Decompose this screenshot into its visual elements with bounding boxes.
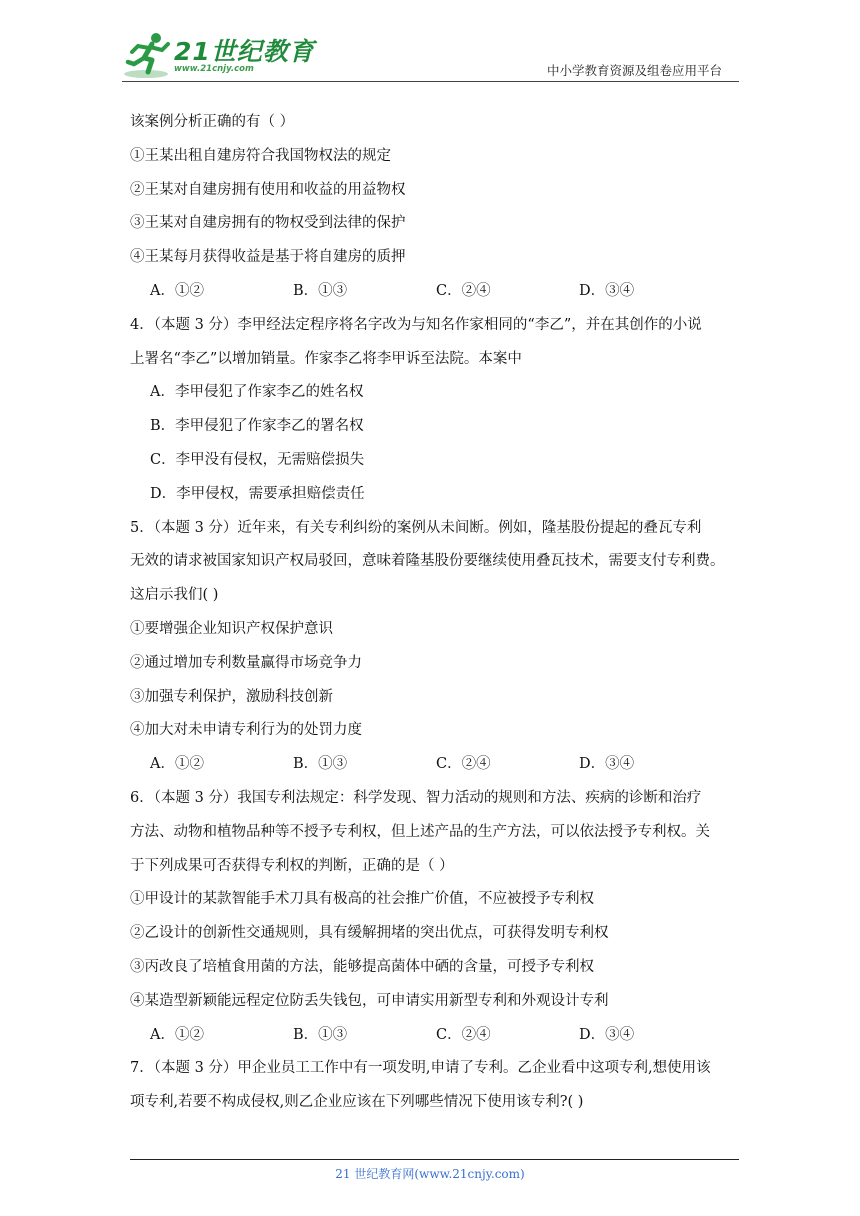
logo [122, 30, 315, 82]
q3-choice-d: D．③④ [579, 282, 635, 299]
logo-text: 21世纪教育 [174, 37, 315, 66]
q3-item-3: ③王某对自建房拥有的物权受到法律的保护 [130, 215, 406, 232]
q4-option-d: D．李甲侵权，需要承担赔偿责任 [150, 485, 365, 502]
footer-text[interactable]: 21 世纪教育网(www.21cnjy.com) [335, 1167, 525, 1181]
q6-item-1: ①甲设计的某款智能手术刀具有极高的社会推广价值，不应被授予专利权 [130, 891, 594, 908]
q6-stem-line-1: 6．（本题 3 分）我国专利法规定：科学发现、智力活动的规则和方法、疾病的诊断和治疗 [130, 789, 702, 806]
q3-stem: 该案例分析正确的有（ ） [130, 114, 295, 130]
page-header [0, 0, 860, 84]
q3-choices [130, 275, 742, 309]
q3-choice-a: A．①② [150, 282, 204, 299]
document-body [130, 106, 742, 1120]
q3-item-4: ④王某每月获得收益是基于将自建房的质押 [130, 249, 406, 266]
q4-option-a: A．李甲侵犯了作家李乙的姓名权 [150, 384, 364, 401]
q4-option-c: C．李甲没有侵权，无需赔偿损失 [150, 451, 365, 468]
q5-stem-line-2: 无效的请求被国家知识产权局驳回，意味着隆基股份要继续使用叠瓦技术，需要支付专利费。 [130, 553, 725, 570]
runner-logo-icon [122, 30, 178, 82]
q6-choice-c: C．②④ [436, 1026, 491, 1043]
q5-choice-a: A．①② [150, 756, 204, 773]
q6-stem-line-3: 于下列成果可否获得专利权的判断，正确的是（ ） [130, 857, 454, 874]
q7-stem-line-2: 项专利,若要不构成侵权,则乙企业应该在下列哪些情况下使用该专利?( ) [130, 1094, 584, 1111]
q6-choices [130, 1019, 742, 1053]
platform-name: 中小学教育资源及组卷应用平台 [546, 63, 722, 78]
q6-item-3: ③丙改良了培植食用菌的方法，能够提高菌体中硒的含量，可授予专利权 [130, 958, 594, 975]
footer-divider [130, 1159, 739, 1160]
q5-item-4: ④加大对未申请专利行为的处罚力度 [130, 722, 362, 739]
q7-stem-line-1: 7．（本题 3 分）甲企业员工工作中有一项发明,申请了专利。乙企业看中这项专利,想使用该 [130, 1060, 711, 1077]
q4-stem-line-2: 上署名“李乙”以增加销量。作家李乙将李甲诉至法院。本案中 [130, 350, 522, 367]
q6-item-4: ④某造型新颖能远程定位防丢失钱包，可申请实用新型专利和外观设计专利 [130, 992, 609, 1009]
q3-item-1: ①王某出租自建房符合我国物权法的规定 [130, 147, 391, 164]
q5-choice-c: C．②④ [436, 756, 491, 773]
q6-choice-b: B．①③ [293, 1026, 348, 1043]
q5-choices [130, 748, 742, 782]
q6-item-2: ②乙设计的创新性交通规则，具有缓解拥堵的突出优点，可获得发明专利权 [130, 925, 609, 942]
q3-choice-b: B．①③ [293, 282, 348, 299]
q5-stem-line-1: 5．（本题 3 分）近年来，有关专利纠纷的案例从未间断。例如，隆基股份提起的叠瓦专利 [130, 519, 702, 536]
q3-item-2: ②王某对自建房拥有使用和收益的用益物权 [130, 181, 406, 198]
q5-item-3: ③加强专利保护，激励科技创新 [130, 688, 333, 705]
header-divider [122, 81, 739, 82]
q5-item-1: ①要增强企业知识产权保护意识 [130, 620, 333, 637]
q4-option-b: B．李甲侵犯了作家李乙的署名权 [150, 418, 364, 435]
q6-stem-line-2: 方法、动物和植物品种等不授予专利权，但上述产品的生产方法，可以依法授予专利权。关 [130, 823, 710, 840]
q5-choice-d: D．③④ [579, 756, 635, 773]
q6-choice-a: A．①② [150, 1026, 204, 1043]
q5-choice-b: B．①③ [293, 756, 348, 773]
q5-item-2: ②通过增加专利数量赢得市场竞争力 [130, 654, 362, 671]
q6-choice-d: D．③④ [579, 1026, 635, 1043]
logo-url: www.21cnjy.com [174, 64, 254, 74]
q5-stem-line-3: 这启示我们( ) [130, 587, 219, 604]
q4-stem-line-1: 4．（本题 3 分）李甲经法定程序将名字改为与知名作家相同的“李乙”，并在其创作的小说 [130, 316, 702, 333]
q3-choice-c: C．②④ [436, 282, 491, 299]
